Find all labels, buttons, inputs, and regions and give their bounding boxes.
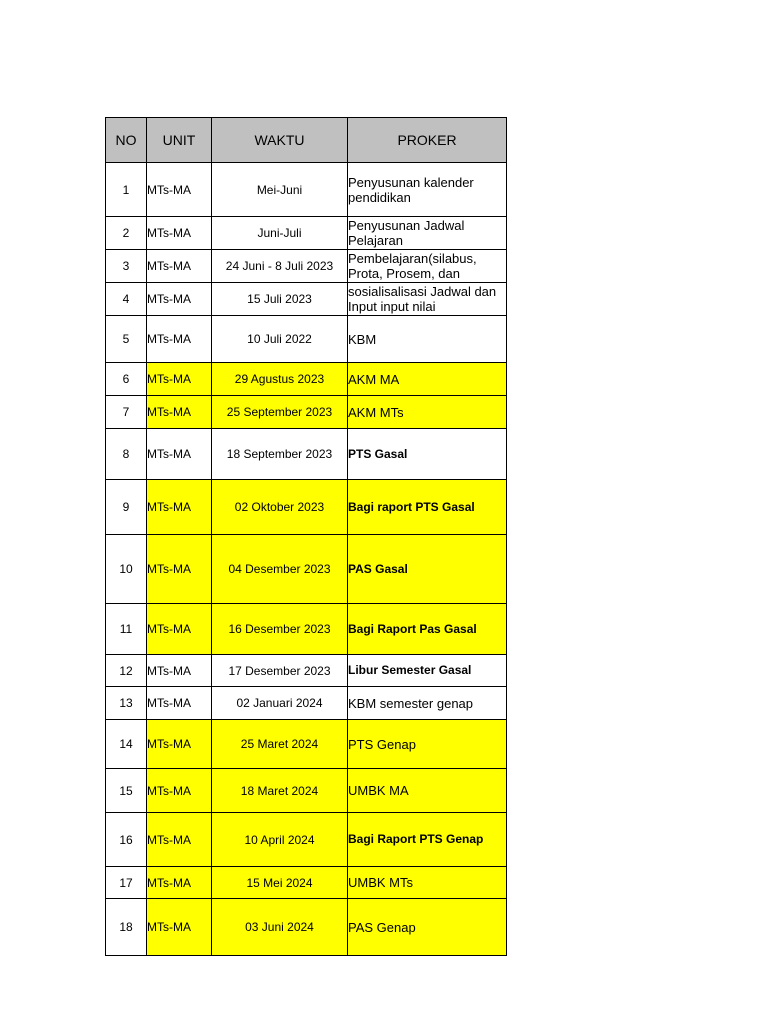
cell-proker bbox=[348, 163, 507, 217]
header-row bbox=[106, 118, 507, 163]
cell-no-text: 17 bbox=[119, 875, 133, 890]
cell-unit bbox=[147, 217, 212, 250]
cell-no bbox=[106, 316, 147, 363]
cell-no bbox=[106, 813, 147, 867]
cell-unit bbox=[147, 687, 212, 720]
cell-waktu-text: 18 Maret 2024 bbox=[240, 783, 319, 798]
cell-proker-text: AKM MTs bbox=[348, 404, 404, 420]
cell-waktu bbox=[212, 687, 348, 720]
cell-unit bbox=[147, 429, 212, 480]
cell-proker bbox=[348, 363, 507, 396]
cell-proker-text: KBM bbox=[348, 331, 377, 347]
cell-no bbox=[106, 480, 147, 535]
cell-unit-text: MTs-MA bbox=[147, 875, 191, 890]
table-row bbox=[106, 283, 507, 316]
cell-no-text: 1 bbox=[122, 182, 130, 197]
cell-no bbox=[106, 283, 147, 316]
header-no: NO bbox=[106, 118, 147, 163]
cell-waktu bbox=[212, 163, 348, 217]
cell-no-text: 10 bbox=[119, 562, 133, 576]
cell-unit bbox=[147, 283, 212, 316]
cell-unit-text: MTs-MA bbox=[147, 783, 191, 798]
cell-proker-text: PTS Genap bbox=[348, 736, 416, 752]
cell-no bbox=[106, 867, 147, 899]
cell-no bbox=[106, 687, 147, 720]
cell-proker bbox=[348, 769, 507, 813]
cell-waktu bbox=[212, 899, 348, 956]
cell-no bbox=[106, 535, 147, 604]
cell-waktu bbox=[212, 217, 348, 250]
cell-unit-text: MTs-MA bbox=[147, 832, 191, 847]
table-row bbox=[106, 813, 507, 867]
table-body bbox=[106, 163, 507, 956]
cell-unit bbox=[147, 396, 212, 429]
cell-no-text: 18 bbox=[119, 920, 133, 934]
cell-no-text: 4 bbox=[122, 292, 130, 306]
cell-proker bbox=[348, 604, 507, 655]
cell-no-text: 12 bbox=[119, 663, 133, 678]
table-row bbox=[106, 867, 507, 899]
cell-unit-text: MTs-MA bbox=[147, 182, 191, 197]
cell-unit-text: MTs-MA bbox=[147, 405, 191, 419]
table-row bbox=[106, 396, 507, 429]
cell-unit bbox=[147, 867, 212, 899]
cell-no-text: 9 bbox=[122, 500, 130, 514]
cell-no bbox=[106, 604, 147, 655]
cell-waktu bbox=[212, 429, 348, 480]
cell-unit bbox=[147, 363, 212, 396]
cell-waktu-text: 04 Desember 2023 bbox=[228, 562, 331, 576]
header-waktu: WAKTU bbox=[212, 118, 348, 163]
cell-no bbox=[106, 429, 147, 480]
table-row bbox=[106, 899, 507, 956]
cell-waktu bbox=[212, 655, 348, 687]
header-proker: PROKER bbox=[348, 118, 507, 163]
cell-waktu-text: 18 September 2023 bbox=[226, 447, 333, 461]
cell-no bbox=[106, 655, 147, 687]
cell-unit-text: MTs-MA bbox=[147, 696, 191, 710]
table-row bbox=[106, 429, 507, 480]
cell-proker-text: sosialisalisasi Jadwal dan Input input nilai bbox=[348, 284, 497, 314]
table-row bbox=[106, 217, 507, 250]
table-row bbox=[106, 163, 507, 217]
cell-waktu-text: 15 Juli 2023 bbox=[247, 292, 312, 306]
cell-proker bbox=[348, 535, 507, 604]
cell-waktu-text: 25 September 2023 bbox=[226, 405, 333, 419]
cell-waktu bbox=[212, 813, 348, 867]
cell-waktu bbox=[212, 535, 348, 604]
cell-no-text: 5 bbox=[122, 332, 130, 346]
cell-unit-text: MTs-MA bbox=[147, 622, 191, 636]
table-row bbox=[106, 655, 507, 687]
cell-proker bbox=[348, 687, 507, 720]
cell-waktu bbox=[212, 396, 348, 429]
cell-proker-text: AKM MA bbox=[348, 371, 400, 387]
cell-proker-text: Penyusunan Jadwal Pelajaran bbox=[348, 218, 465, 248]
cell-waktu-text: 16 Desember 2023 bbox=[228, 622, 331, 636]
cell-unit-text: MTs-MA bbox=[147, 920, 191, 934]
cell-no-text: 7 bbox=[122, 405, 130, 419]
cell-proker-text: Libur Semester Gasal bbox=[348, 663, 472, 677]
table-row bbox=[106, 604, 507, 655]
cell-waktu-text: 24 Juni - 8 Juli 2023 bbox=[225, 259, 334, 273]
cell-unit bbox=[147, 769, 212, 813]
cell-unit-text: MTs-MA bbox=[147, 562, 191, 576]
cell-unit bbox=[147, 163, 212, 217]
cell-proker-text: Bagi Raport PTS Genap bbox=[348, 832, 484, 846]
cell-unit-text: MTs-MA bbox=[147, 226, 191, 240]
cell-waktu bbox=[212, 283, 348, 316]
cell-proker bbox=[348, 867, 507, 899]
cell-unit-text: MTs-MA bbox=[147, 663, 191, 678]
cell-no-text: 3 bbox=[122, 259, 130, 273]
cell-unit-text: MTs-MA bbox=[147, 332, 191, 346]
cell-proker-text: Penyusunan kalender pendidikan bbox=[348, 174, 474, 205]
cell-waktu-text: 10 Juli 2022 bbox=[247, 332, 312, 346]
cell-proker-text: UMBK MA bbox=[348, 783, 409, 798]
cell-unit bbox=[147, 535, 212, 604]
cell-waktu bbox=[212, 480, 348, 535]
table-row bbox=[106, 769, 507, 813]
cell-waktu-text: 02 Oktober 2023 bbox=[234, 500, 325, 514]
cell-unit bbox=[147, 813, 212, 867]
table-row bbox=[106, 250, 507, 283]
proker-table bbox=[105, 117, 507, 956]
cell-waktu bbox=[212, 769, 348, 813]
cell-waktu-text: 02 Januari 2024 bbox=[236, 696, 323, 710]
cell-no bbox=[106, 769, 147, 813]
cell-waktu bbox=[212, 316, 348, 363]
cell-waktu-text: 03 Juni 2024 bbox=[245, 920, 314, 934]
cell-unit bbox=[147, 899, 212, 956]
cell-waktu-text: 17 Desember 2023 bbox=[228, 663, 331, 678]
cell-proker-text: PAS Genap bbox=[348, 919, 416, 935]
cell-no bbox=[106, 250, 147, 283]
cell-proker-text: PAS Gasal bbox=[348, 561, 408, 576]
header-unit: UNIT bbox=[147, 118, 212, 163]
cell-no-text: 11 bbox=[119, 622, 133, 636]
cell-waktu bbox=[212, 720, 348, 769]
cell-no-text: 2 bbox=[122, 226, 130, 240]
cell-proker bbox=[348, 813, 507, 867]
cell-unit bbox=[147, 250, 212, 283]
cell-proker bbox=[348, 655, 507, 687]
cell-unit-text: MTs-MA bbox=[147, 259, 191, 273]
cell-unit-text: MTs-MA bbox=[147, 292, 191, 306]
cell-no bbox=[106, 720, 147, 769]
cell-proker bbox=[348, 480, 507, 535]
cell-proker-text: PTS Gasal bbox=[348, 446, 408, 461]
cell-waktu-text: 10 April 2024 bbox=[244, 832, 315, 847]
cell-waktu bbox=[212, 867, 348, 899]
cell-proker bbox=[348, 396, 507, 429]
cell-proker bbox=[348, 316, 507, 363]
cell-proker-text: Bagi Raport Pas Gasal bbox=[348, 621, 477, 636]
cell-proker bbox=[348, 429, 507, 480]
cell-waktu bbox=[212, 250, 348, 283]
cell-no-text: 15 bbox=[119, 783, 133, 798]
table-row bbox=[106, 720, 507, 769]
cell-waktu bbox=[212, 363, 348, 396]
cell-no bbox=[106, 217, 147, 250]
cell-waktu-text: 29 Agustus 2023 bbox=[234, 372, 325, 386]
cell-proker bbox=[348, 250, 507, 283]
table-row bbox=[106, 363, 507, 396]
cell-no bbox=[106, 396, 147, 429]
cell-waktu bbox=[212, 604, 348, 655]
cell-no-text: 16 bbox=[119, 832, 133, 847]
cell-unit-text: MTs-MA bbox=[147, 737, 191, 751]
cell-proker bbox=[348, 283, 507, 316]
table-row bbox=[106, 480, 507, 535]
cell-unit bbox=[147, 604, 212, 655]
cell-unit-text: MTs-MA bbox=[147, 447, 191, 461]
cell-no-text: 14 bbox=[119, 737, 133, 751]
cell-proker-text: KBM semester genap bbox=[348, 695, 474, 711]
cell-waktu-text: Juni-Juli bbox=[257, 226, 302, 240]
cell-proker-text: Pembelajaran(silabus, Prota, Prosem, dan bbox=[348, 251, 477, 281]
cell-proker-text: Bagi raport PTS Gasal bbox=[348, 499, 475, 514]
cell-proker bbox=[348, 217, 507, 250]
cell-no-text: 8 bbox=[122, 447, 130, 461]
cell-proker bbox=[348, 720, 507, 769]
table-row bbox=[106, 535, 507, 604]
cell-proker bbox=[348, 899, 507, 956]
cell-waktu-text: 15 Mei 2024 bbox=[246, 875, 313, 890]
table-row bbox=[106, 316, 507, 363]
cell-no bbox=[106, 163, 147, 217]
cell-waktu-text: Mei-Juni bbox=[256, 182, 303, 197]
cell-unit bbox=[147, 316, 212, 363]
cell-no bbox=[106, 363, 147, 396]
cell-unit bbox=[147, 720, 212, 769]
cell-unit-text: MTs-MA bbox=[147, 500, 191, 514]
cell-proker-text: UMBK MTs bbox=[348, 875, 413, 890]
cell-unit bbox=[147, 480, 212, 535]
cell-no bbox=[106, 899, 147, 956]
cell-unit-text: MTs-MA bbox=[147, 372, 191, 386]
table-row bbox=[106, 687, 507, 720]
cell-no-text: 13 bbox=[119, 696, 133, 710]
cell-no-text: 6 bbox=[122, 372, 130, 386]
cell-unit bbox=[147, 655, 212, 687]
cell-waktu-text: 25 Maret 2024 bbox=[240, 737, 319, 751]
